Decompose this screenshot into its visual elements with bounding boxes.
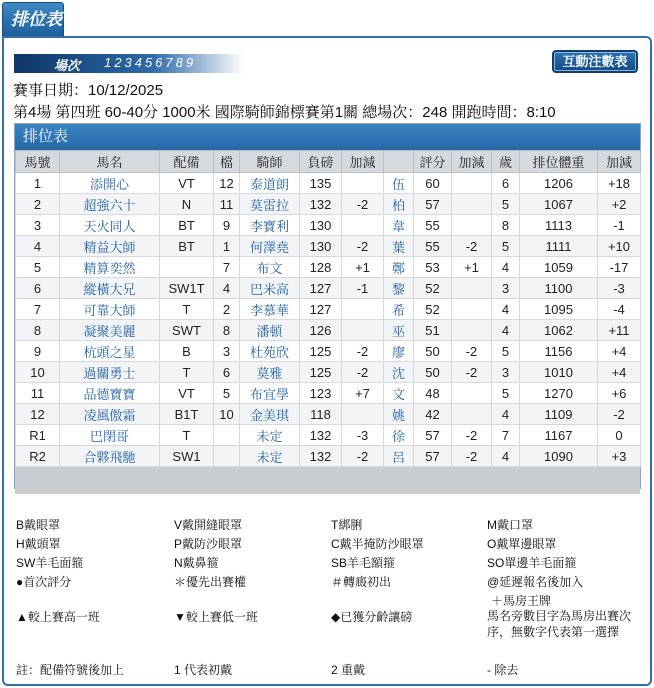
column-header: 馬號: [16, 151, 60, 173]
horse-name-cell[interactable]: 超強六十: [60, 194, 160, 215]
weight-cell: 127: [300, 299, 342, 320]
horse-number-cell: 11: [16, 383, 60, 404]
draw-cell: [214, 446, 240, 467]
body-weight-change-cell: +6: [598, 383, 641, 404]
body-weight-change-cell: -17: [598, 257, 641, 278]
column-header: 負磅: [300, 151, 342, 173]
race-link-8[interactable]: 8: [175, 55, 186, 70]
gear-cell: SW1T: [160, 278, 214, 299]
table-row: [16, 383, 641, 404]
rating-cell: 57: [414, 425, 452, 446]
weight-cell: 132: [300, 194, 342, 215]
age-cell: 6: [492, 173, 520, 194]
horse-number-cell: R1: [16, 425, 60, 446]
race-info: 第4場 第四班 60-40分 1000米 國際騎師錦標賽第1關 總場次：248 開跑時間：8:10: [13, 104, 556, 121]
rating-cell: 50: [414, 341, 452, 362]
horse-number-cell: 2: [16, 194, 60, 215]
rating-cell: 50: [414, 362, 452, 383]
rating-cell: 55: [414, 215, 452, 236]
body-weight-change-cell: +10: [598, 236, 641, 257]
jockey-cell[interactable]: 布文: [240, 257, 300, 278]
body-weight-change-cell: -2: [598, 404, 641, 425]
age-cell: 5: [492, 341, 520, 362]
jockey-cell[interactable]: 李寶利: [240, 215, 300, 236]
legend-gear-b: B戴眼罩: [16, 518, 61, 532]
race-link-5[interactable]: 5: [144, 55, 156, 70]
horse-number-cell: 4: [16, 236, 60, 257]
draw-cell: 10: [214, 404, 240, 425]
trainer-cell[interactable]: 希: [384, 299, 414, 320]
body-weight-change-cell: +11: [598, 320, 641, 341]
horse-name-cell[interactable]: 可靠大師: [60, 299, 160, 320]
weight-cell: 123: [300, 383, 342, 404]
trainer-cell[interactable]: 柏: [384, 194, 414, 215]
table-row: [16, 341, 641, 362]
rating-cell: 52: [414, 278, 452, 299]
race-link-9[interactable]: 9: [185, 55, 197, 70]
draw-cell: [214, 425, 240, 446]
body-weight-change-cell: 0: [598, 425, 641, 446]
age-cell: 3: [492, 278, 520, 299]
weight-change-cell: [342, 215, 384, 236]
trainer-cell[interactable]: 沈: [384, 362, 414, 383]
trainer-cell[interactable]: 呂: [384, 446, 414, 467]
race-link-3[interactable]: 3: [124, 55, 135, 70]
rating-cell: 52: [414, 299, 452, 320]
jockey-cell[interactable]: 莫雷拉: [240, 194, 300, 215]
horse-number-cell: 12: [16, 404, 60, 425]
column-header: 排位體重: [520, 151, 598, 173]
race-card-panel: [14, 123, 641, 489]
legend-class-up: ▲較上賽高一班: [16, 610, 100, 624]
jockey-cell[interactable]: 布宜學: [240, 383, 300, 404]
legend-priority: ＊優先出賽權: [174, 575, 247, 589]
rating-cell: 55: [414, 236, 452, 257]
trainer-cell[interactable]: 文: [384, 383, 414, 404]
column-header: 馬名: [60, 151, 160, 173]
gear-cell: T: [160, 425, 214, 446]
body-weight-change-cell: +4: [598, 362, 641, 383]
legend-gear-m: M戴口罩: [487, 518, 533, 532]
column-header: 配備: [160, 151, 214, 173]
weight-cell: 132: [300, 425, 342, 446]
rating-change-cell: -2: [452, 425, 492, 446]
body-weight-cell: 1109: [520, 404, 598, 425]
body-weight-cell: 1010: [520, 362, 598, 383]
jockey-cell[interactable]: 潘頓: [240, 320, 300, 341]
legend-stable-change: ＃轉廄初出: [331, 575, 392, 589]
body-weight-cell: 1113: [520, 215, 598, 236]
draw-cell: 12: [214, 173, 240, 194]
weight-cell: 126: [300, 320, 342, 341]
table-row: [16, 194, 641, 215]
horse-name-cell[interactable]: 巴閉哥: [60, 425, 160, 446]
table-row: [16, 299, 641, 320]
body-weight-change-cell: -1: [598, 215, 641, 236]
table-row: [16, 425, 641, 446]
weight-change-cell: -2: [342, 194, 384, 215]
rating-change-cell: -2: [452, 236, 492, 257]
body-weight-cell: 1206: [520, 173, 598, 194]
weight-change-cell: -2: [342, 362, 384, 383]
trainer-cell[interactable]: 姚: [384, 404, 414, 425]
legend-gear-n: N戴鼻箍: [174, 556, 219, 570]
weight-change-cell: [342, 404, 384, 425]
weight-cell: 127: [300, 278, 342, 299]
weight-cell: 130: [300, 215, 342, 236]
race-selector-label: 場次: [54, 58, 81, 73]
legend-gear-so: SO單邊羊毛面箍: [487, 556, 577, 570]
horse-name-cell[interactable]: 精益大師: [60, 236, 160, 257]
body-weight-change-cell: +18: [598, 173, 641, 194]
horse-number-cell: 7: [16, 299, 60, 320]
note-reapplied: 2 重戴: [331, 663, 366, 677]
jockey-cell[interactable]: 何澤堯: [240, 236, 300, 257]
legend-stable-order: 馬名旁數目字為馬房出賽次序，無數字代表第一選擇: [487, 609, 632, 639]
table-row: [16, 404, 641, 425]
jockey-cell[interactable]: 李慕華: [240, 299, 300, 320]
legend-gear-t: T綁脷: [331, 518, 363, 532]
weight-change-cell: [342, 299, 384, 320]
horse-name-cell[interactable]: 杭頭之星: [60, 341, 160, 362]
legend-age-allowance: ◆已獲分齡讓磅: [331, 610, 413, 624]
body-weight-cell: 1062: [520, 320, 598, 341]
trainer-cell[interactable]: 鄭: [384, 257, 414, 278]
weight-change-cell: -2: [342, 446, 384, 467]
age-cell: 8: [492, 215, 520, 236]
draw-cell: 1: [214, 236, 240, 257]
table-header-row: [16, 151, 641, 173]
body-weight-cell: 1167: [520, 425, 598, 446]
panel-footer: [15, 467, 640, 494]
rating-change-cell: [452, 320, 492, 341]
legend-gear-v: V戴開縫眼罩: [174, 518, 243, 532]
column-header: 加減: [598, 151, 641, 173]
horse-name-cell[interactable]: 天火同人: [60, 215, 160, 236]
legend-gear-o: O戴單邊眼罩: [487, 537, 557, 551]
gear-cell: BT: [160, 215, 214, 236]
draw-cell: 4: [214, 278, 240, 299]
body-weight-change-cell: -4: [598, 299, 641, 320]
rating-change-cell: [452, 383, 492, 404]
weight-cell: 125: [300, 362, 342, 383]
age-cell: 4: [492, 320, 520, 341]
rating-cell: 53: [414, 257, 452, 278]
age-cell: 5: [492, 383, 520, 404]
race-link-6[interactable]: 6: [155, 55, 166, 70]
age-cell: 4: [492, 446, 520, 467]
body-weight-change-cell: +3: [598, 446, 641, 467]
weight-cell: 130: [300, 236, 342, 257]
horse-name-cell[interactable]: 過關勇士: [60, 362, 160, 383]
horse-number-cell: R2: [16, 446, 60, 467]
table-row: [16, 215, 641, 236]
rating-change-cell: [452, 215, 492, 236]
horse-number-cell: 3: [16, 215, 60, 236]
age-cell: 3: [492, 362, 520, 383]
rating-cell: 48: [414, 383, 452, 404]
trainer-cell[interactable]: 韋: [384, 215, 414, 236]
gear-cell: T: [160, 362, 214, 383]
race-card-table: [15, 150, 641, 467]
jockey-cell[interactable]: 巴米高: [240, 278, 300, 299]
rating-change-cell: [452, 404, 492, 425]
horse-number-cell: 9: [16, 341, 60, 362]
meeting-date: 賽事日期：10/12/2025: [13, 82, 164, 99]
horse-number-cell: 10: [16, 362, 60, 383]
interactive-odds-button[interactable]: 互動注數表: [552, 50, 638, 73]
column-header: 加減: [452, 151, 492, 173]
panel-title: 排位表: [15, 124, 640, 150]
rating-change-cell: -2: [452, 362, 492, 383]
draw-cell: 2: [214, 299, 240, 320]
gear-cell: B: [160, 341, 214, 362]
column-header: 評分: [414, 151, 452, 173]
weight-cell: 128: [300, 257, 342, 278]
column-header: [384, 151, 414, 173]
trainer-cell[interactable]: 廖: [384, 341, 414, 362]
table-row: [16, 236, 641, 257]
body-weight-cell: 1059: [520, 257, 598, 278]
horse-number-cell: 8: [16, 320, 60, 341]
body-weight-cell: 1095: [520, 299, 598, 320]
rating-cell: 57: [414, 446, 452, 467]
horse-name-cell[interactable]: 凌風傲霜: [60, 404, 160, 425]
horse-name-cell[interactable]: 凝聚美麗: [60, 320, 160, 341]
race-link-7[interactable]: 7: [165, 55, 176, 70]
rating-cell: 60: [414, 173, 452, 194]
note-first-time: 1 代表初戴: [174, 663, 233, 677]
legend-gear-sw: SW羊毛面箍: [16, 556, 84, 570]
gear-cell: B1T: [160, 404, 214, 425]
legend-gear-c: C戴半掩防沙眼罩: [331, 537, 424, 551]
table-row: [16, 257, 641, 278]
age-cell: 5: [492, 236, 520, 257]
race-link-4[interactable]: 4: [134, 55, 145, 70]
gear-cell: [160, 257, 214, 278]
body-weight-change-cell: +4: [598, 341, 641, 362]
jockey-cell[interactable]: 未定: [240, 446, 300, 467]
weight-change-cell: [342, 320, 384, 341]
horse-number-cell: 6: [16, 278, 60, 299]
rating-change-cell: [452, 299, 492, 320]
draw-cell: 11: [214, 194, 240, 215]
horse-name-cell[interactable]: 縱橫大兄: [60, 278, 160, 299]
legend-gear-h: H戴頭罩: [16, 537, 61, 551]
table-row: [16, 173, 641, 194]
column-header: 騎師: [240, 151, 300, 173]
jockey-cell[interactable]: 金美琪: [240, 404, 300, 425]
rating-change-cell: [452, 278, 492, 299]
rating-change-cell: -2: [452, 446, 492, 467]
body-weight-cell: 1111: [520, 236, 598, 257]
trainer-cell[interactable]: 巫: [384, 320, 414, 341]
jockey-cell[interactable]: 杜苑欣: [240, 341, 300, 362]
weight-change-cell: [342, 173, 384, 194]
weight-change-cell: +7: [342, 383, 384, 404]
body-weight-cell: 1090: [520, 446, 598, 467]
rating-change-cell: +1: [452, 257, 492, 278]
note-gear-suffix: 註：配備符號後加上: [16, 663, 125, 677]
trainer-cell[interactable]: 黎: [384, 278, 414, 299]
gear-cell: SWT: [160, 320, 214, 341]
race-link-2[interactable]: 2: [114, 55, 125, 70]
rating-change-cell: -2: [452, 341, 492, 362]
race-link-1[interactable]: 1: [104, 55, 115, 70]
body-weight-change-cell: +2: [598, 194, 641, 215]
jockey-cell[interactable]: 泰道朗: [240, 173, 300, 194]
horse-number-cell: 1: [16, 173, 60, 194]
trainer-cell[interactable]: 徐: [384, 425, 414, 446]
race-number-links[interactable]: [104, 55, 196, 70]
horse-name-cell[interactable]: 添開心: [60, 173, 160, 194]
table-body: [16, 173, 641, 467]
age-cell: 4: [492, 404, 520, 425]
weight-change-cell: -1: [342, 278, 384, 299]
rating-cell: 51: [414, 320, 452, 341]
gear-cell: SW1: [160, 446, 214, 467]
jockey-cell[interactable]: 莫雅: [240, 362, 300, 383]
table-row: [16, 446, 641, 467]
age-cell: 5: [492, 194, 520, 215]
gear-cell: BT: [160, 236, 214, 257]
race-selector-bar: [14, 54, 244, 73]
table-row: [16, 278, 641, 299]
weight-change-cell: -3: [342, 425, 384, 446]
weight-change-cell: -2: [342, 236, 384, 257]
body-weight-cell: 1067: [520, 194, 598, 215]
legend-late-entry: @延遲報名後加入: [487, 575, 584, 589]
horse-name-cell[interactable]: 品德寶寶: [60, 383, 160, 404]
table-row: [16, 362, 641, 383]
legend-gear-sb: SB羊毛額箍: [331, 556, 396, 570]
weight-cell: 125: [300, 341, 342, 362]
draw-cell: 8: [214, 320, 240, 341]
age-cell: 4: [492, 299, 520, 320]
weight-change-cell: +1: [342, 257, 384, 278]
legend-gear-p: P戴防沙眼罩: [174, 537, 243, 551]
gear-cell: VT: [160, 173, 214, 194]
weight-change-cell: -2: [342, 341, 384, 362]
rating-change-cell: [452, 194, 492, 215]
draw-cell: 7: [214, 257, 240, 278]
body-weight-change-cell: -3: [598, 278, 641, 299]
horse-number-cell: 5: [16, 257, 60, 278]
weight-cell: 118: [300, 404, 342, 425]
body-weight-cell: 1156: [520, 341, 598, 362]
body-weight-cell: 1100: [520, 278, 598, 299]
draw-cell: 5: [214, 383, 240, 404]
weight-cell: 132: [300, 446, 342, 467]
table-row: [16, 320, 641, 341]
trainer-cell[interactable]: 伍: [384, 173, 414, 194]
draw-cell: 6: [214, 362, 240, 383]
trainer-cell[interactable]: 葉: [384, 236, 414, 257]
column-header: 歲: [492, 151, 520, 173]
gear-cell: VT: [160, 383, 214, 404]
horse-name-cell[interactable]: 精算奕然: [60, 257, 160, 278]
age-cell: 4: [492, 257, 520, 278]
legend-first-rating: ●首次評分: [16, 575, 72, 589]
rating-cell: 42: [414, 404, 452, 425]
weight-cell: 135: [300, 173, 342, 194]
age-cell: 7: [492, 425, 520, 446]
body-weight-cell: 1270: [520, 383, 598, 404]
horse-name-cell[interactable]: 合夥飛馳: [60, 446, 160, 467]
note-removed: - 除去: [487, 663, 519, 677]
draw-cell: 3: [214, 341, 240, 362]
jockey-cell[interactable]: 未定: [240, 425, 300, 446]
rating-cell: 57: [414, 194, 452, 215]
gear-cell: N: [160, 194, 214, 215]
rating-change-cell: [452, 173, 492, 194]
tab-race-card[interactable]: 排位表: [2, 2, 64, 36]
legend-class-down: ▼較上賽低一班: [174, 610, 258, 624]
column-header: 檔: [214, 151, 240, 173]
gear-cell: T: [160, 299, 214, 320]
draw-cell: 9: [214, 215, 240, 236]
column-header: 加減: [342, 151, 384, 173]
legend-stable-ace: ＋馬房王牌: [491, 594, 552, 608]
